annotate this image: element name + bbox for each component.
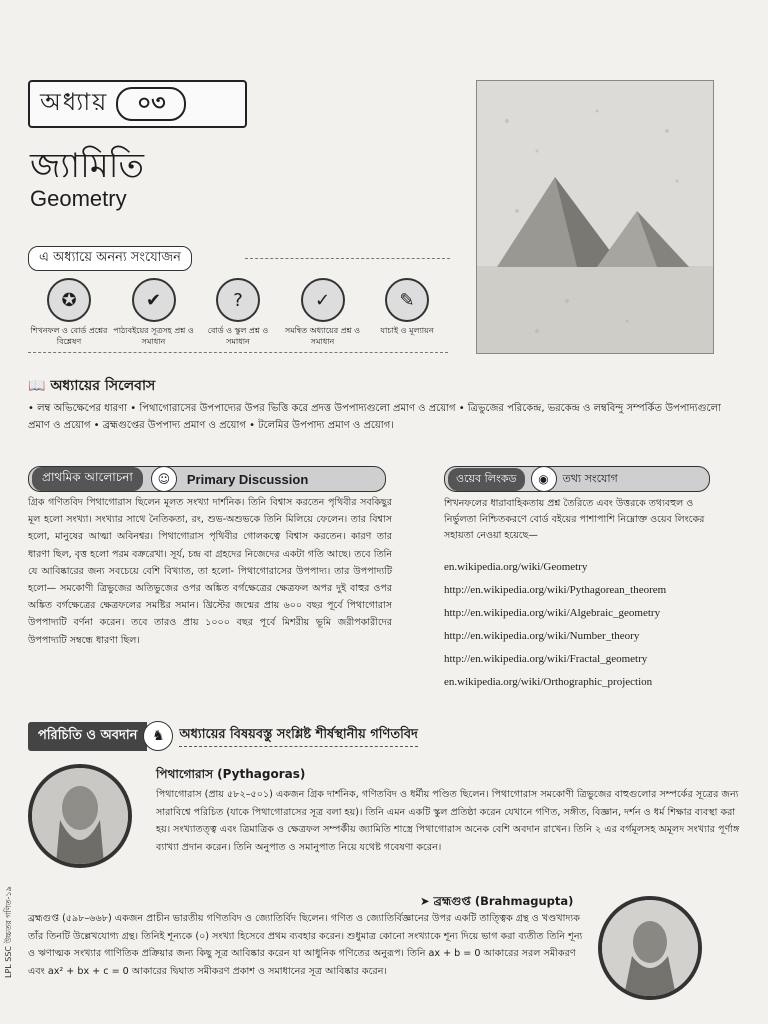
primary-label-en: Primary Discussion bbox=[186, 471, 309, 487]
intro-contribution-banner bbox=[28, 722, 558, 750]
pointer-icon: ➤ bbox=[420, 894, 430, 908]
connection-label: সমন্বিত অধ্যায়ের প্রশ্ন ও সমাধান bbox=[284, 326, 361, 346]
globe-user-icon: ◉ bbox=[531, 466, 557, 492]
side-label: LPL SSC উচ্চতর গণিত-১৯ bbox=[4, 886, 13, 978]
question-icon: ? bbox=[216, 278, 260, 322]
chapter-title-en: Geometry bbox=[30, 186, 127, 211]
web-intro-text: শিখনফলের ধারাবাহিকতায় প্রশ্ন তৈরিতে এবং উত্তরকে তথ্যবহুল ও নির্ভুলতা নিশ্চিতকরণে বোর্ড বইয়ের পাশাপাশি নিম্নোক্ত ওয়েব লিংকের সহায়তা নেওয়া হয়েছে— bbox=[444, 498, 705, 541]
web-link[interactable]: en.wikipedia.org/wiki/Orthographic_projection bbox=[444, 676, 653, 688]
chapter-label: অধ্যায় bbox=[40, 88, 109, 116]
connection-item bbox=[282, 278, 364, 350]
pythagoras-portrait bbox=[28, 764, 132, 868]
connections-list bbox=[28, 278, 448, 350]
book-icon: 📖 bbox=[28, 378, 46, 394]
connection-item bbox=[113, 278, 195, 350]
connection-item bbox=[28, 278, 110, 350]
primary-discussion-text: গ্রিক গণিতবিদ পিথাগোরাস ছিলেন মূলত সংখ্যা দার্শনিক। তিনি বিশ্বাস করতেন পৃথিবীর সবকিছুর মূল হলো সংখ্যা। সংখ্যার সাথে নৈতিকতা, রং, শুভ-অশুভকে তিনি মিলিয়ে ফেলেন। তার বিশ্বাস হলো, মানুষের আত্মা অবিনশ্বর। পিথাগোরাস পৃথিবীর গোলকত্বে বিশ্বাস করতেন। কারণ তার ধারণা ছিল, বৃত্ত হলো পরম বক্ররেখা। সূর্য, চন্দ্র বা গ্রহদের নিজেদের একটা গতি আছে। তবে তিনি যে আবিষ্কারের জন্য সবচেয়ে বেশি বিখ্যাত, তা হলো- পিথাগোরাসের উপপাদ্য। তার উপপাদ্যটি হলো— সমকোণী ত্রিভুজের অতিভুজের ওপর অঙ্কিত বর্গক্ষেত্রের ক্ষেত্রফল অপর দুই বাহুর ওপর অঙ্কিত বর্গক্ষেত্রের ক্ষেত্রফলের সমষ্টির সমান। খ্রিস্টের জন্মের প্রায় ৬০০ বছর পূর্বে পিথাগোরাস উপপাদ্যটি বর্ণনা করেন। তবে তারও প্রায় ১০০০ বছর পূর্বে মিশরীয় ভূমি জরীপকারীদের উপপাদ্যটি সম্বন্ধে ধারণা ছিল। bbox=[28, 497, 392, 646]
syllabus-text: • লম্ব অভিক্ষেপের ধারণা • পিথাগোরাসের উপপাদ্যের উপর ভিত্তি করে প্রদত্ত উপপাদ্যগুলো প্রমাণ ও প্রয়োগ • ত্রিভুজের পরিকেন্দ্র, ভরকেন্দ্র ও লম্ববিন্দু সম্পর্কিত উপপাদ্যগুলো প্রমাণ ও প্রয়োগ • ব্রহ্মগুপ্তের উপপাদ্য প্রমাণ ও প্রয়োগ • টলেমির উপপাদ্য প্রমাণ ও প্রয়োগ। bbox=[28, 403, 721, 431]
brahmagupta-text: ব্রহ্মগুপ্ত (৫৯৮–৬৬৮) একজন প্রাচীন ভারতীয় গণিতবিদ ও জ্যোতির্বিদ ছিলেন। গণিত ও জ্যোতির্বিজ্ঞানের উপর একটি তাত্ত্বিক গ্রন্থ ও খণ্ডখাদ্যক তাঁর তিনটি উল্লেখযোগ্য গ্রন্থ। তিনিই শূন্যকে (০) সংখ্যা হিসেবে প্রথম ব্যবহার করেন। শুধুমাত্র কোনো সংখ্যাকে শূন্য দিয়ে ভাগ করা ব্যতীত তিনি শূন্য ও ঋণাত্মক সংখ্যার গাণিতিক প্রক্রিয়ার জন্য কিছু সূত্র আবিষ্কার করেন যা আধুনিক গণিতের অনুরূপ। তিনি ax + b = 0 আকারের সরল সমীকরণ এবং ax² + bx + c = 0 আকারের দ্বিঘাত সমীকরণ প্রকাশ ও সমাধানের সূত্র আবিষ্কার করেন। bbox=[28, 913, 583, 977]
discussion-icon: ☺ bbox=[151, 466, 177, 492]
connection-label: বোর্ড ও স্কুল প্রশ্ন ও সমাধান bbox=[207, 326, 269, 346]
connection-label: পাঠ্যবইয়ের সূত্রসহ প্রশ্ন ও সমাধান bbox=[113, 326, 194, 346]
web-label-bn: ওয়েব লিংকড bbox=[448, 468, 525, 491]
connection-item bbox=[366, 278, 448, 350]
divider bbox=[28, 352, 448, 353]
brahmagupta-name-text: ব্রহ্মগুপ্ত (Brahmagupta) bbox=[433, 894, 574, 908]
intro-subtitle: অধ্যায়ের বিষয়বস্তু সংশ্লিষ্ট শীর্ষস্থানীয় গণিতবিদ bbox=[179, 725, 418, 747]
connection-label: যাচাই ও মূল্যায়ন bbox=[380, 326, 434, 335]
syllabus-title: অধ্যায়ের সিলেবাস bbox=[50, 378, 156, 394]
primary-label-bn: প্রাথমিক আলোচনা bbox=[32, 467, 143, 491]
chapter-badge bbox=[28, 80, 247, 128]
chapter-number: ০৩ bbox=[116, 87, 186, 121]
web-link[interactable]: http://en.wikipedia.org/wiki/Fractal_geometry bbox=[444, 653, 648, 665]
web-label-bn2: তথ্য সংযোগ bbox=[562, 471, 618, 485]
pyramid-photo bbox=[476, 80, 714, 354]
intro-label: পরিচিতি ও অবদান bbox=[28, 722, 147, 751]
web-link[interactable]: http://en.wikipedia.org/wiki/Pythagorean_theorem bbox=[444, 584, 667, 596]
connection-label: শিখনফল ও বোর্ড প্রশ্নের বিশ্লেষণ bbox=[30, 326, 108, 346]
connection-item bbox=[197, 278, 279, 350]
divider bbox=[245, 258, 450, 259]
web-link[interactable]: http://en.wikipedia.org/wiki/Algebraic_geometry bbox=[444, 607, 661, 619]
connections-title: এ অধ্যায়ে অনন্য সংযোজন bbox=[28, 246, 192, 271]
seal-icon: ✪ bbox=[47, 278, 91, 322]
web-linked-banner bbox=[444, 466, 710, 492]
thinker-icon: ♞ bbox=[143, 721, 173, 751]
syllabus-heading bbox=[28, 374, 155, 398]
web-link[interactable]: en.wikipedia.org/wiki/Geometry bbox=[444, 561, 588, 573]
faint-header-text bbox=[60, 30, 660, 60]
web-link[interactable]: http://en.wikipedia.org/wiki/Number_theory bbox=[444, 630, 640, 642]
web-links-list bbox=[444, 556, 744, 694]
pythagoras-name: পিথাগোরাস (Pythagoras) bbox=[156, 767, 306, 781]
primary-discussion-banner bbox=[28, 466, 386, 492]
chapter-title-bn: জ্যামিতি bbox=[30, 146, 144, 186]
pythagoras-text: পিথাগোরাস (প্রায় ৫৮২–৫০১) একজন গ্রিক দার্শনিক, গণিতবিদ ও ধর্মীয় পণ্ডিত ছিলেন। পিথাগোরাস সমকোণী ত্রিভুজের বাহুগুলোর সম্পর্কের সূত্রের জন্য সারাবিশ্বে পরিচিত (যাকে পিথাগোরাসের সূত্র বলা হয়)। তিনি এমন একটি স্কুল প্রতিষ্ঠা করেন যেখানে গণিত, সঙ্গীত, বিজ্ঞান, দর্শন ও ধর্ম শিক্ষার ব্যবস্থা করা হয়। সংখ্যাতত্ত্ব এবং ত্রিমাত্রিক ও ক্ষেত্রফল সম্পর্কীয় জ্যামিতি শাস্ত্রে পিথাগোরাস অনেক বেশি অবদান রাখেন। তিনি ২ এর বর্গমূলসহ অমূলদ সংখ্যার পূর্ণাঙ্গ ব্যাখ্যা প্রদান করেন। তিনি অনুপাত ও সমানুপাত নিয়ে যথেষ্ট গবেষণা করেন। bbox=[156, 789, 740, 853]
brahmagupta-portrait bbox=[598, 896, 702, 1000]
connections-heading bbox=[28, 246, 448, 268]
stamp-icon: ✓ bbox=[301, 278, 345, 322]
pen-icon: ✎ bbox=[385, 278, 429, 322]
check-badge-icon: ✔ bbox=[132, 278, 176, 322]
